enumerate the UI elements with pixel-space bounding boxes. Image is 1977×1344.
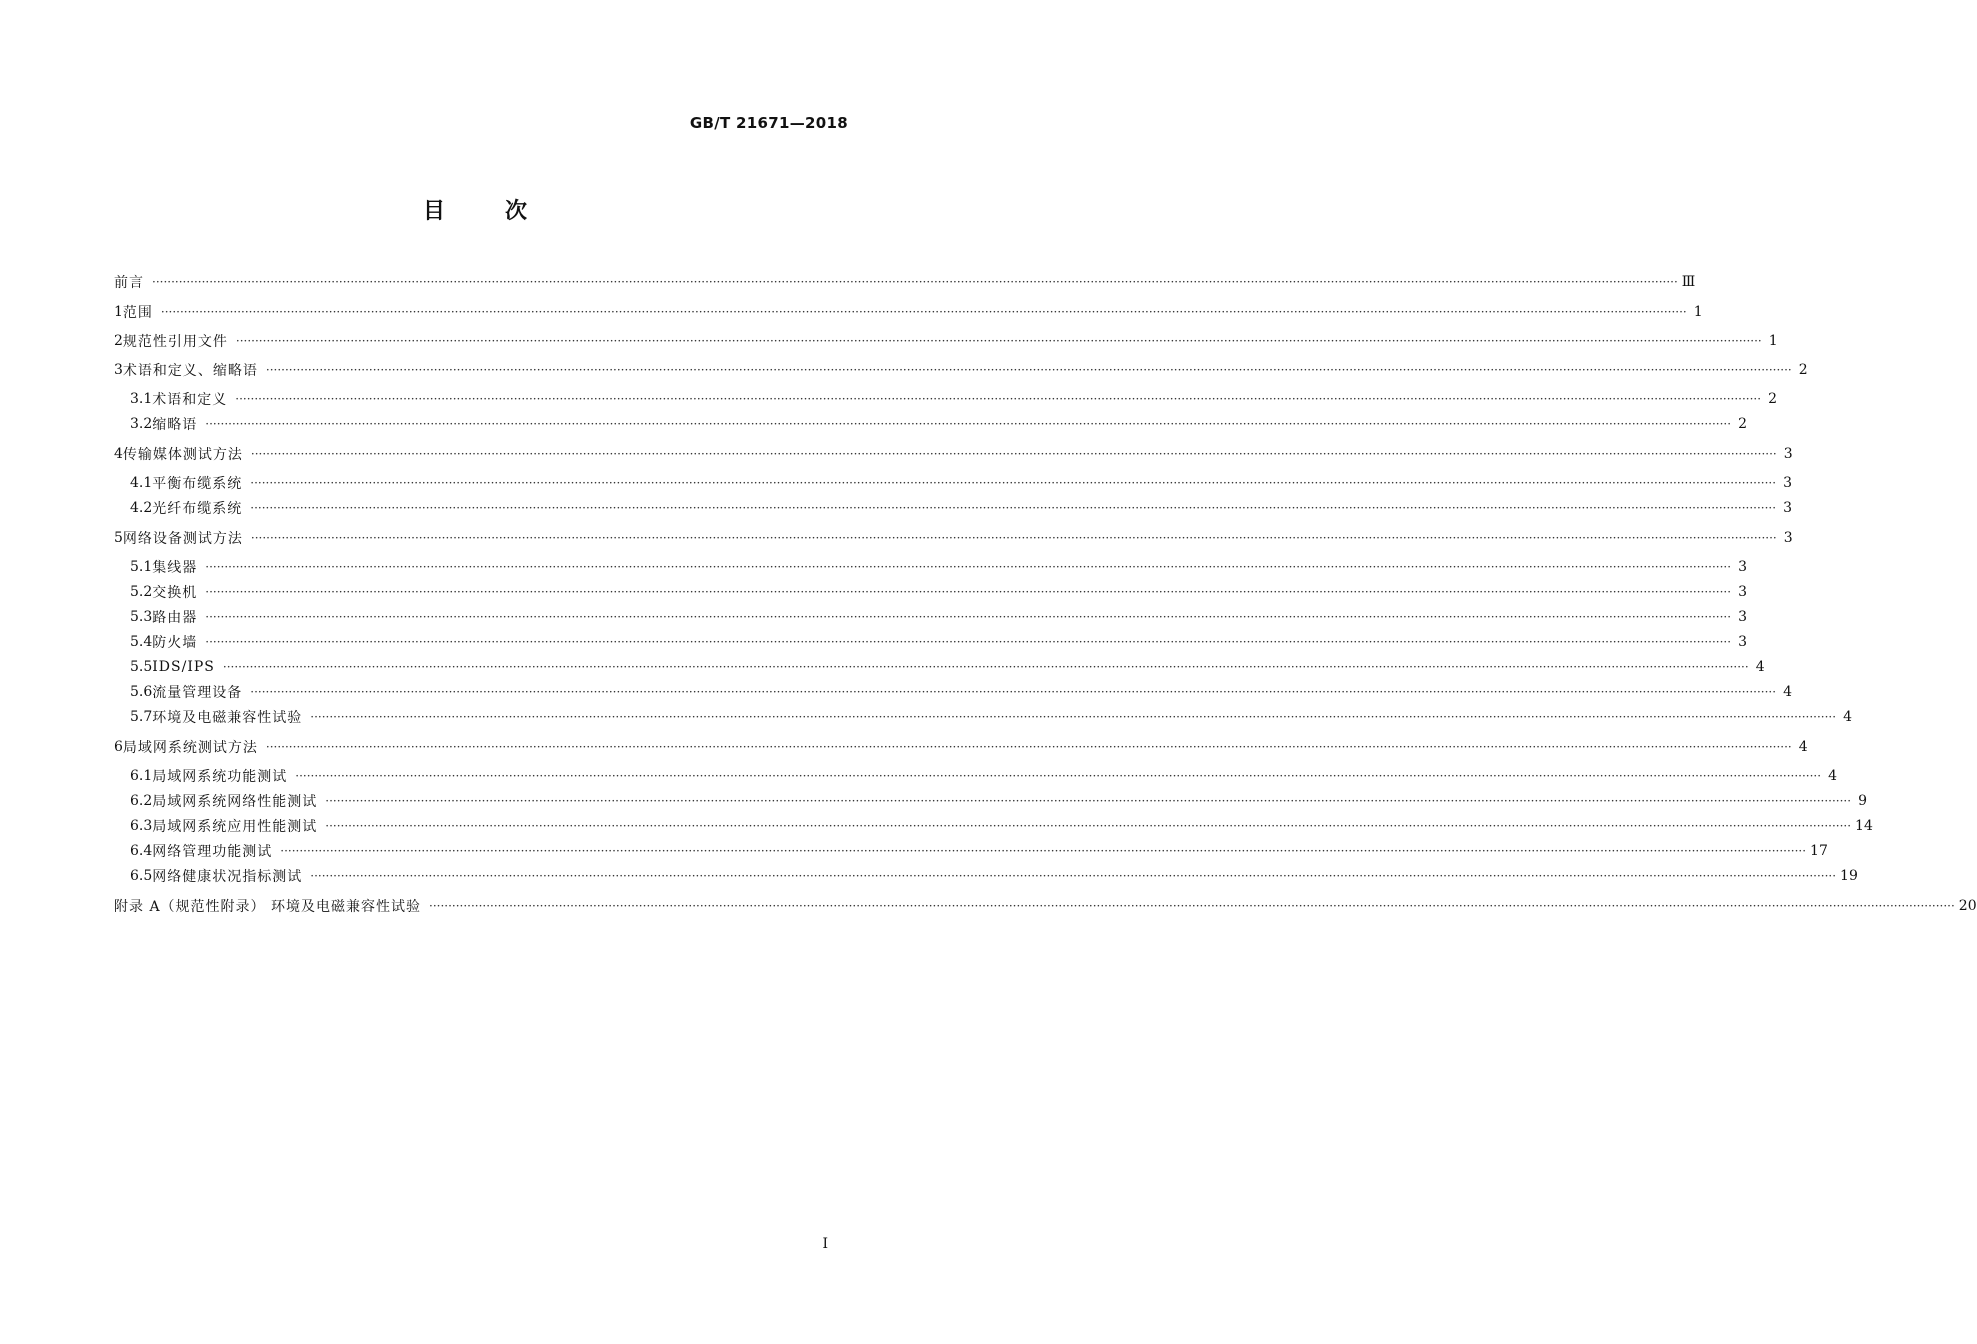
toc-entry-label: 集线器 [152,560,198,576]
toc-entry-page: 4 [1843,709,1853,725]
toc-entry-page: 9 [1858,793,1868,809]
toc-entry-label: 路由器 [152,610,198,626]
toc-entry-label: 规范性引用文件 [122,334,228,350]
toc-entry-page: 14 [1855,818,1873,834]
toc-leader-dots: ················································································································································································································································································································································································································ [222,660,1749,674]
toc-leader-dots: ················································································································································································································································································································································································································ [310,869,1837,883]
toc-entry[interactable] [114,387,1778,411]
page-header-code: GB/T 21671—2018 [689,114,848,132]
toc-entry-number: 5.2 [130,584,153,600]
toc-entry[interactable] [114,764,1838,788]
toc-entry-label: 光纤布缆系统 [152,501,243,517]
toc-leader-dots: ················································································································································································································································································································································································································ [429,899,1955,913]
toc-entry[interactable] [114,789,1868,813]
toc-entry[interactable] [114,735,1808,759]
toc-entry-number: 6.4 [130,843,153,859]
toc-entry-label: 平衡布缆系统 [152,476,243,492]
toc-leader-dots: ················································································································································································································································································································································································································ [250,685,1777,699]
toc-entry[interactable] [114,412,1748,436]
toc-entry[interactable] [114,864,1858,888]
toc-leader-dots: ················································································································································································································································································································································································································ [280,844,1807,858]
toc-entry-page: 3 [1783,446,1793,462]
footer-page-number: I [822,1236,828,1252]
toc-entry-page: 2 [1768,391,1778,407]
toc-leader-dots: ················································································································································································································································································································································································································ [250,447,1777,461]
toc-leader-dots: ················································································································································································································································································································································································································ [325,794,1852,808]
toc-entry[interactable] [114,705,1853,729]
toc-entry-page: 17 [1810,843,1828,859]
toc-leader-dots: ················································································································································································································································································································································································································ [310,710,1837,724]
toc-entry[interactable] [114,605,1748,629]
toc-entry-number: 4 [114,446,123,462]
toc-leader-dots: ················································································································································································································································································································································································································ [295,769,1822,783]
toc-entry-page: 3 [1738,584,1748,600]
toc-entry-label: 流量管理设备 [152,685,243,701]
toc-entry[interactable] [114,300,1703,324]
toc-entry-page: Ⅲ [1681,274,1696,290]
toc-leader-dots: ················································································································································································································································································································································································································ [235,334,1762,348]
toc-entry-page: 3 [1738,609,1748,625]
toc-leader-dots: ················································································································································································································································································································································································································ [205,417,1732,431]
toc-entry-page: 3 [1783,500,1793,516]
toc-entry-label: 前言 [114,275,144,291]
toc-entry[interactable] [114,496,1793,520]
toc-entry-page: 4 [1828,768,1838,784]
toc-entry-page: 3 [1783,475,1793,491]
toc-entry-number: 6.1 [130,768,153,784]
toc-entry-number: 6.2 [130,793,153,809]
toc-entry-label: 术语和定义 [152,392,228,408]
toc-entry-page: 3 [1783,530,1793,546]
toc-entry[interactable] [114,655,1765,679]
toc-entry-page: 3 [1738,559,1748,575]
toc-entry-number: 4.1 [130,475,153,491]
toc-entry-label: 传输媒体测试方法 [122,447,243,463]
toc-entry-label: 环境及电磁兼容性试验 [152,710,303,726]
toc-entry-number: 4.2 [130,500,153,516]
toc-entry-number: 3.2 [130,416,153,432]
toc-entry-label: IDS/IPS [152,659,215,675]
toc-leader-dots: ················································································································································································································································································································································································································ [205,585,1732,599]
toc-entry-number: 5.4 [130,634,153,650]
toc-entry[interactable] [114,630,1748,654]
toc-entry[interactable] [114,358,1808,382]
toc-entry-number: 5.5 [130,659,153,675]
toc-entry-label: 局域网系统网络性能测试 [152,794,318,810]
toc-entry-page: 2 [1798,362,1808,378]
toc-entry-label: 范围 [122,305,153,321]
toc-entry-label: 网络设备测试方法 [122,531,243,547]
toc-leader-dots: ················································································································································································································································································································································································································ [325,819,1852,833]
toc-entry-page: 20 [1958,898,1977,914]
toc-leader-dots: ················································································································································································································································································································································································································ [160,305,1687,319]
toc-entry-page: 1 [1768,333,1778,349]
toc-leader-dots: ················································································································································································································································································································································································································ [265,740,1792,754]
toc-entry-number: 5.3 [130,609,153,625]
toc-entry-number: 6 [114,739,123,755]
toc-entry-number: 6.3 [130,818,153,834]
toc-entry-page: 4 [1755,659,1765,675]
toc-entry[interactable] [114,814,1873,838]
toc-entry-label: 局域网系统功能测试 [152,769,288,785]
toc-entry-label: 术语和定义、缩略语 [122,363,258,379]
toc-entry-number: 6.5 [130,868,153,884]
toc-entry[interactable] [114,839,1828,863]
toc-leader-dots: ················································································································································································································································································································································································································ [265,363,1792,377]
toc-entry-number: 5.1 [130,559,153,575]
toc-entry-number: 5 [114,530,123,546]
toc-entry-label: 交换机 [152,585,198,601]
toc-entry[interactable] [114,471,1793,495]
toc-leader-dots: ················································································································································································································································································································································································································ [152,275,1678,289]
toc-entry-label: 防火墙 [152,635,198,651]
toc-entry-number: 3 [114,362,123,378]
toc-entry-page: 3 [1738,634,1748,650]
toc-entry[interactable] [114,526,1793,550]
toc-leader-dots: ················································································································································································································································································································································································································ [250,531,1777,545]
toc-title: 目次 [422,199,587,224]
toc-entry-page: 2 [1738,416,1748,432]
toc-entry-label: 附录 A（规范性附录） 环境及电磁兼容性试验 [114,899,422,915]
toc-entry-number: 2 [114,333,123,349]
toc-entry[interactable] [114,329,1778,353]
toc-entry-page: 4 [1798,739,1808,755]
toc-entry[interactable] [114,442,1793,466]
toc-leader-dots: ················································································································································································································································································································································································································ [250,476,1777,490]
toc-entry[interactable] [114,580,1748,604]
toc-entry-label: 局域网系统应用性能测试 [152,819,318,835]
toc-leader-dots: ················································································································································································································································································································································································································ [250,501,1777,515]
toc-entry-page: 19 [1840,868,1858,884]
toc-entry[interactable] [114,270,1696,294]
toc-leader-dots: ················································································································································································································································································································································································································ [235,392,1762,406]
toc-leader-dots: ················································································································································································································································································································································································································ [205,560,1732,574]
toc-entry-label: 缩略语 [152,417,198,433]
toc-entry-label: 网络管理功能测试 [152,844,273,860]
toc-entry[interactable] [114,680,1793,704]
toc-leader-dots: ················································································································································································································································································································································································································ [205,610,1732,624]
toc-leader-dots: ················································································································································································································································································································································································································ [205,635,1732,649]
toc-entry-label: 网络健康状况指标测试 [152,869,303,885]
toc-entry-page: 4 [1783,684,1793,700]
toc-entry[interactable] [114,555,1748,579]
toc-entry[interactable] [114,894,1977,918]
toc-entry-label: 局域网系统测试方法 [122,740,258,756]
toc-entry-number: 3.1 [130,391,153,407]
toc-entry-number: 5.6 [130,684,153,700]
toc-entry-number: 5.7 [130,709,153,725]
toc-entry-number: 1 [114,304,123,320]
toc-entry-page: 1 [1693,304,1703,320]
